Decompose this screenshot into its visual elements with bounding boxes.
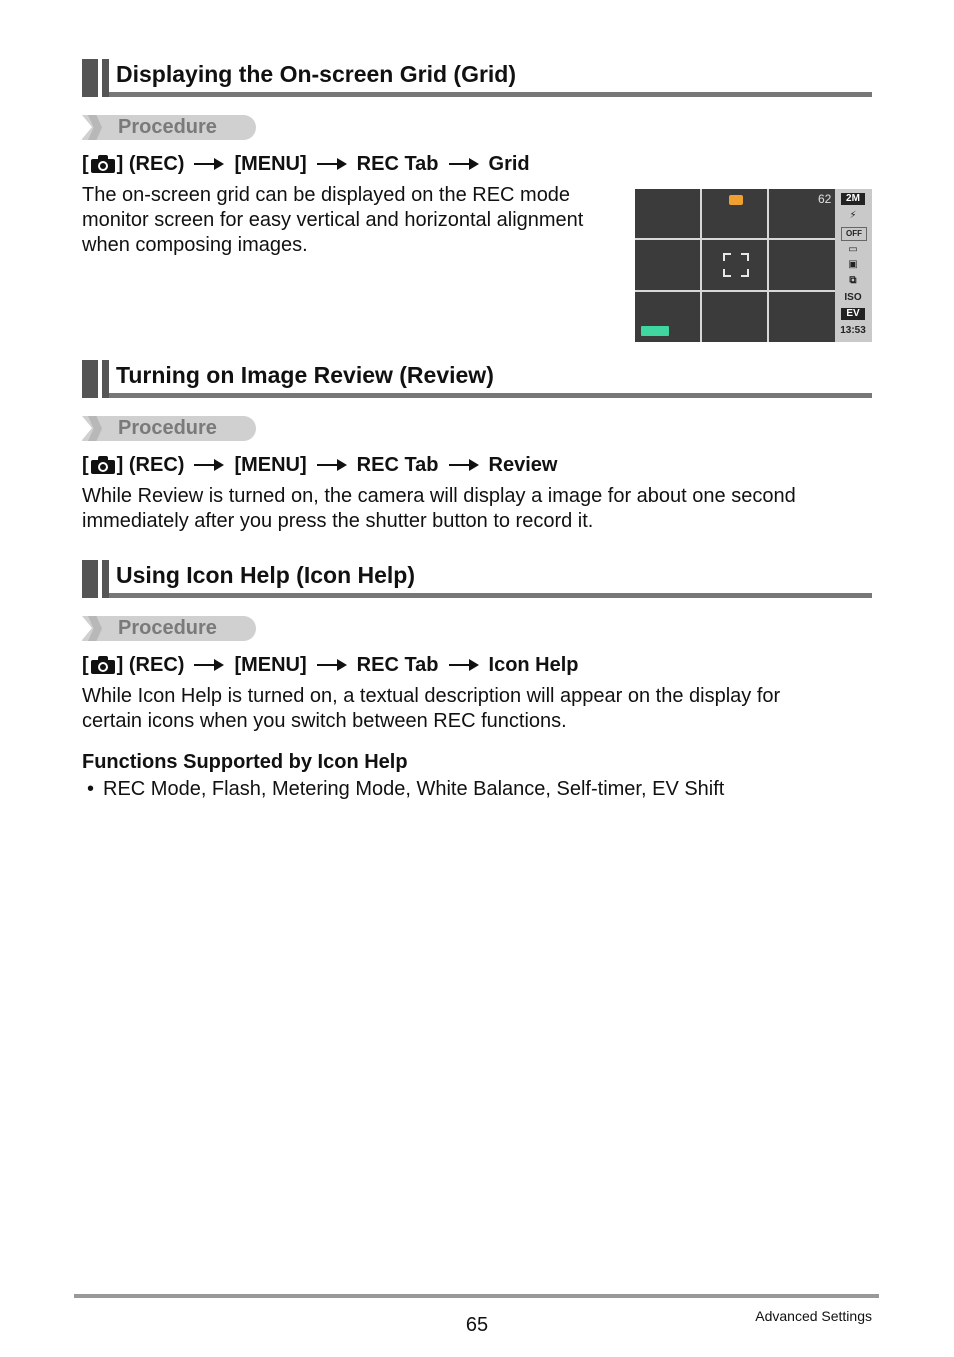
section-title: Displaying the On-screen Grid (Grid) <box>116 61 517 87</box>
arrow-right-icon <box>449 659 479 671</box>
section-body: While Icon Help is turned on, a textual description will appear on the display for certain icons when you switch between REC functions. <box>82 685 781 732</box>
section-heading <box>82 59 872 97</box>
iso-icon: ISO <box>844 292 862 303</box>
arrow-right-icon <box>194 459 224 471</box>
section-icon-help <box>82 560 872 801</box>
section-review <box>82 360 872 534</box>
procedure-label: Procedure <box>82 115 256 140</box>
section-heading <box>82 560 872 598</box>
monitor-side-panel <box>835 189 872 342</box>
continuous-icon: ⧉ <box>849 275 857 286</box>
arrow-right-icon <box>317 659 347 671</box>
camera-monitor-screen <box>635 189 872 342</box>
procedure-label: Procedure <box>82 416 256 441</box>
section-title: Using Icon Help (Icon Help) <box>116 562 416 588</box>
section-title: Turning on Image Review (Review) <box>116 362 494 388</box>
camera-icon <box>90 456 116 474</box>
menu-path: [ ] (REC) [MENU] REC Tab Grid <box>82 152 530 175</box>
camera-icon <box>90 656 116 674</box>
page-number: 65 <box>465 1314 489 1336</box>
time-display: 13:53 <box>840 325 866 336</box>
arrow-right-icon <box>449 158 479 170</box>
battery-icon <box>641 326 669 336</box>
arrow-right-icon <box>449 459 479 471</box>
footer-chapter-label: Advanced Settings <box>755 1308 872 1324</box>
footer-divider <box>74 1294 879 1298</box>
menu-path: [ ] (REC) [MENU] REC Tab Icon Help <box>82 653 579 676</box>
shots-remaining: 62 <box>818 192 832 206</box>
section-body: While Review is turned on, the camera will display a image for about one second immediately after you press the shutter button to record it. <box>82 485 796 532</box>
ev-icon: EV <box>841 308 865 320</box>
rec-mode-icon <box>729 195 743 205</box>
arrow-right-icon <box>194 158 224 170</box>
procedure-label: Procedure <box>82 616 256 641</box>
arrow-right-icon <box>317 158 347 170</box>
arrow-right-icon <box>194 659 224 671</box>
flash-icon: ⚡ <box>849 210 857 221</box>
camera-icon <box>90 155 116 173</box>
section-heading <box>82 360 872 398</box>
list-item: • REC Mode, Flash, Metering Mode, White Balance, Self-timer, EV Shift <box>87 778 725 800</box>
section-body: The on-screen grid can be displayed on the REC mode monitor screen for easy vertical and horizontal alignment when composing images. <box>82 184 584 256</box>
subheading: Functions Supported by Icon Help <box>82 751 408 773</box>
image-size-icon: 2M <box>841 193 865 205</box>
face-detection-off-icon: OFF <box>841 227 867 241</box>
menu-path: [ ] (REC) [MENU] REC Tab Review <box>82 453 558 476</box>
metering-icon: ▭ <box>848 244 858 255</box>
arrow-right-icon <box>317 459 347 471</box>
white-balance-icon: ▣ <box>848 259 858 270</box>
